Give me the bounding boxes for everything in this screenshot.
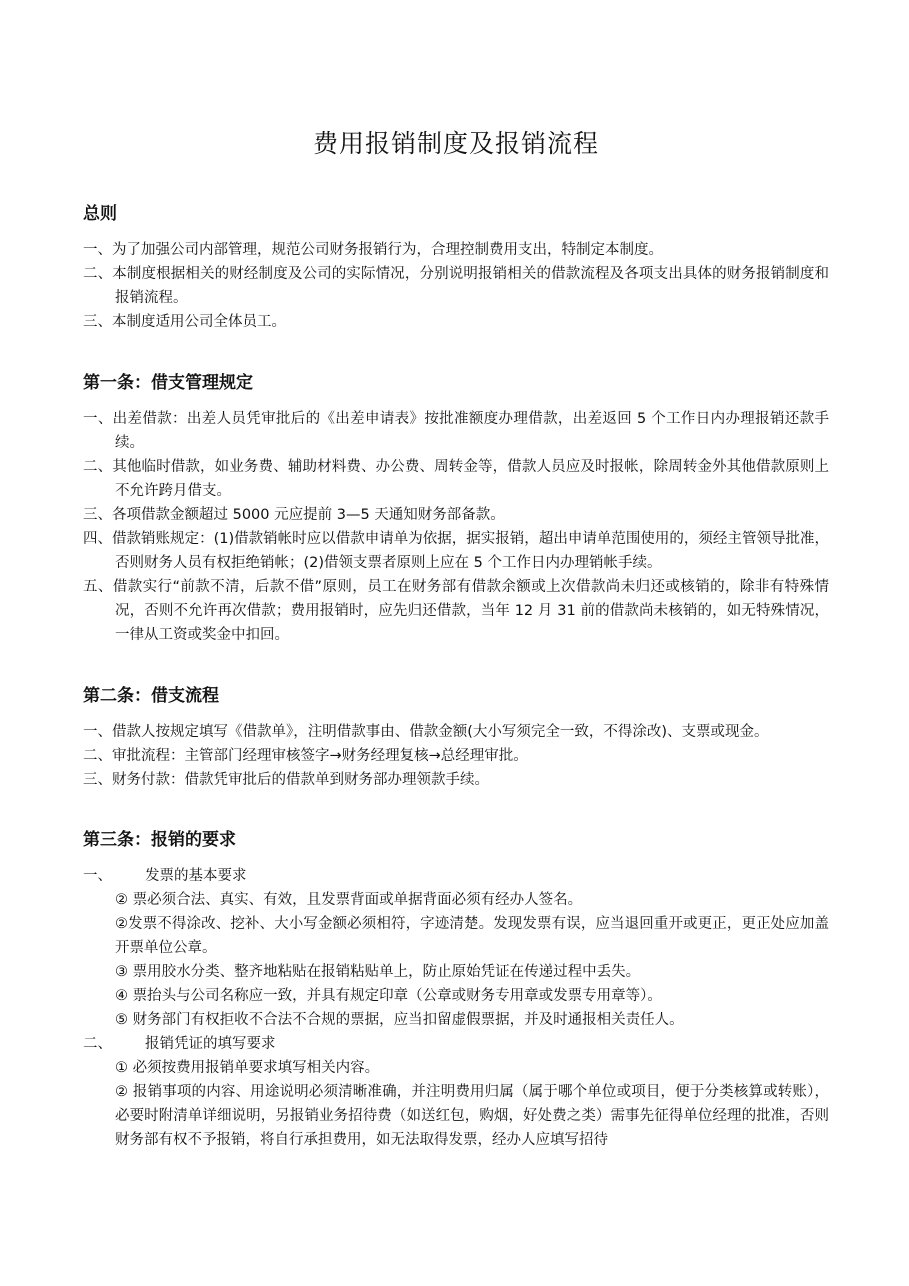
section-heading-article-2: 第二条：借支流程	[83, 686, 219, 706]
document-title: 费用报销制度及报销流程	[312, 129, 599, 158]
article3-part2-list	[83, 1056, 829, 1152]
article3-part1-heading	[83, 864, 829, 888]
article1-item-2: 二、其他临时借款，如业务费、辅助材料费、办公费、周转金等，借款人员应及时报帐，除周转金外其他借款原则上不允许跨月借支。	[83, 459, 829, 499]
section-general	[83, 202, 829, 334]
article2-item-3: 三、财务付款：借款凭审批后的借款单到财务部办理领款手续。	[83, 772, 489, 788]
article3-part2-item-2: ② 报销事项的内容、用途说明必须清晰准确，并注明费用归属（属于哪个单位或项目，便于分类核算或转账），必要时附清单详细说明，另报销业务招待费（如送红包，购烟，好处费之类）需事先征得单位经理的批准，否则财务部有权不予报销，将自行承担费用，如无法取得发票，经办人应填写招待	[115, 1084, 829, 1148]
spacer	[83, 647, 829, 684]
section-article-3	[83, 828, 829, 1152]
section-article-2	[83, 684, 829, 792]
section-heading-article-3: 第三条：报销的要求	[83, 830, 236, 850]
article3-part2-heading	[83, 1032, 829, 1056]
section-heading-article-1: 第一条：借支管理规定	[83, 373, 253, 393]
general-item-1: 一、为了加强公司内部管理，规范公司财务报销行为，合理控制费用支出，特制定本制度。	[83, 242, 663, 258]
article3-part1-title: 发票的基本要求	[145, 868, 247, 884]
article3-part1-label: 一、	[83, 868, 112, 884]
article3-part2-title: 报销凭证的填写要求	[145, 1036, 276, 1052]
article3-part2-item-1: ① 必须按费用报销单要求填写相关内容。	[115, 1060, 380, 1076]
article2-item-2: 二、审批流程：主管部门经理审核签字→财务经理复核→总经理审批。	[83, 748, 528, 764]
spacer	[83, 334, 829, 371]
spacer	[83, 792, 829, 828]
article3-part1-item-5: ⑤ 财务部门有权拒收不合法不合规的票据，应当扣留虚假票据，并及时通报相关责任人。	[115, 1012, 684, 1028]
section-heading-general: 总则	[83, 204, 117, 224]
article3-part1-item-4: ④ 票抬头与公司名称应一致，并具有规定印章（公章或财务专用章或发票专用章等）。	[115, 988, 662, 1004]
general-item-3: 三、本制度适用公司全体员工。	[83, 314, 286, 330]
article3-part2-label: 二、	[83, 1036, 112, 1052]
article1-item-4: 四、借款销账规定：(1)借款销帐时应以借款申请单为依据，据实报销，超出申请单范围使用的，须经主管领导批准，否则财务人员有权拒绝销帐；(2)借领支票者原则上应在 5 个工作日内办理销帐手续。	[83, 531, 829, 571]
article1-item-1: 一、出差借款：出差人员凭审批后的《出差申请表》按批准额度办理借款，出差返回 5 个工作日内办理报销还款手续。	[83, 411, 829, 451]
article3-part1-item-2: ②发票不得涂改、挖补、大小写金额必须相符，字迹清楚。发现发票有误，应当退回重开或更正，更正处应加盖开票单位公章。	[115, 916, 829, 956]
section-article-1	[83, 371, 829, 647]
article3-part1-item-1: ② 票必须合法、真实、有效，且发票背面或单据背面必须有经办人签名。	[115, 892, 583, 908]
article1-item-3: 三、各项借款金额超过 5000 元应提前 3—5 天通知财务部备款。	[83, 507, 505, 523]
article3-part1-item-3: ③ 票用胶水分类、整齐地粘贴在报销粘贴单上，防止原始凭证在传递过程中丢失。	[115, 964, 641, 980]
article1-item-5: 五、借款实行“前款不清，后款不借”原则，员工在财务部有借款余额或上次借款尚未归还或核销的，除非有特殊情况，否则不允许再次借款；费用报销时，应先归还借款，当年 12 月 31 前的借款尚未核销的，如无特殊情况，一律从工资或奖金中扣回。	[83, 579, 829, 643]
article3-part1-list	[83, 888, 829, 1032]
article2-item-1: 一、借款人按规定填写《借款单》，注明借款事由、借款金额(大小写须完全一致，不得涂改)、支票或现金。	[83, 724, 769, 740]
general-item-2: 二、本制度根据相关的财经制度及公司的实际情况，分别说明报销相关的借款流程及各项支出具体的财务报销制度和报销流程。	[83, 266, 829, 306]
